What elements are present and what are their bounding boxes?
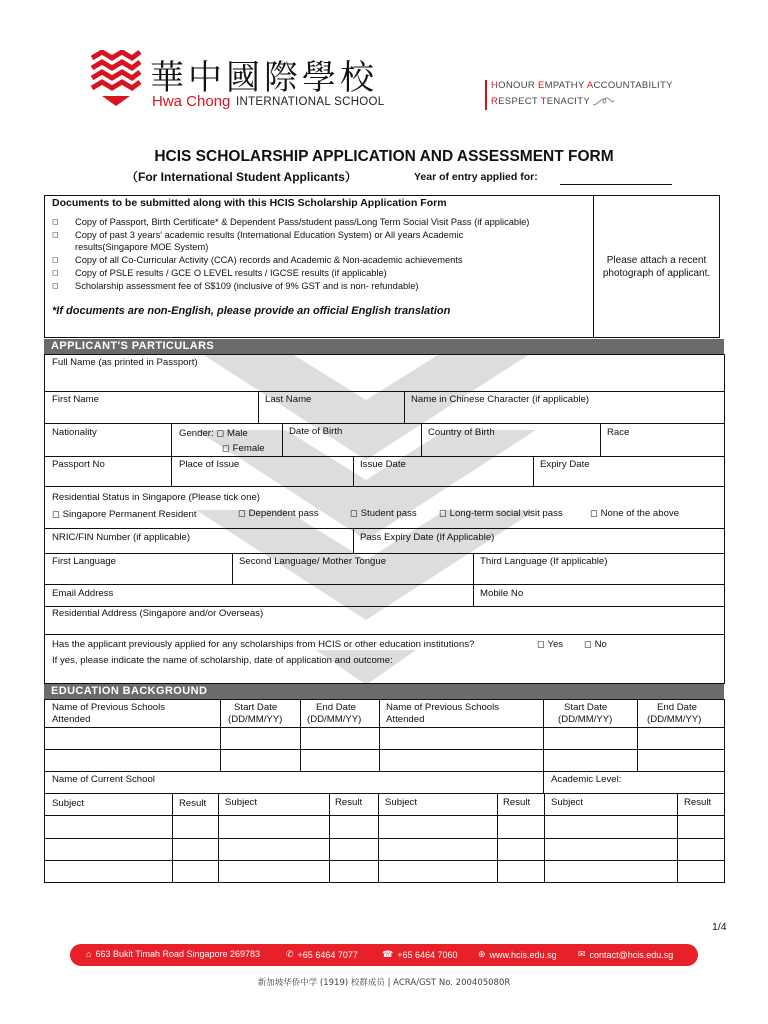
col-divider [232,553,233,584]
row-divider [44,456,725,457]
subject-header: Subject [52,798,84,809]
col-divider [220,699,221,771]
third-language-field[interactable]: Third Language (If applicable) [480,556,608,567]
row-divider [44,486,725,487]
checkbox-icon[interactable]: ◻ [52,217,59,226]
school-logo-icon [88,50,144,108]
academic-level-field[interactable]: Academic Level: [551,774,622,785]
col-divider [637,699,638,771]
row-divider [44,749,725,750]
email-field[interactable]: Email Address [52,588,114,599]
col-divider [421,423,422,456]
full-name-field[interactable]: Full Name (as printed in Passport) [52,357,198,368]
row-divider [44,815,725,816]
gender-female-checkbox[interactable]: ◻ Female [222,443,265,454]
col-divider [473,553,474,584]
checkbox-icon[interactable]: ◻ [52,255,59,264]
subject-header: Subject [385,797,417,808]
heart-swoosh-icon [592,95,618,107]
start-date-format: (DD/MM/YY) [558,714,613,725]
education-section-header: EDUCATION BACKGROUND [44,684,724,699]
row-divider [44,634,725,635]
current-school-field[interactable]: Name of Current School [52,774,155,785]
col-divider [282,423,283,456]
logo-chinese-text: 華中國際學校 [150,58,378,98]
race-field[interactable]: Race [607,427,630,438]
logo-english-main: Hwa Chong [152,93,231,110]
row-divider [44,793,725,794]
col-divider [543,699,544,771]
country-of-birth-field[interactable]: Country of Birth [428,427,495,438]
footer-registration: 新加坡华侨中学 (1919) 校群成员 | ACRA/GST No. 200405080R [257,978,511,988]
subject-header: Subject [225,797,257,808]
values-divider [485,80,487,110]
place-of-issue-field[interactable]: Place of Issue [179,459,240,470]
end-date-header: End Date [316,702,357,713]
col-divider [172,793,173,883]
footer-contact-bar [70,944,698,966]
prev-school-header: Name of Previous Schools [386,702,500,713]
previous-no-checkbox[interactable]: ◻ No [584,639,607,650]
page-number: 1/4 [712,921,727,933]
row-divider [44,553,725,554]
first-language-field[interactable]: First Language [52,556,116,567]
nric-field[interactable]: NRIC/FIN Number (if applicable) [52,532,191,543]
translation-note: *If documents are non-English, please provide an official English translation [52,305,451,317]
checkbox-icon[interactable]: ◻ [52,281,59,290]
row-divider [44,860,725,861]
footer-phone[interactable]: +65 6464 7077 [297,949,358,960]
row-divider [44,391,725,392]
document-item: ◻ Copy of Passport, Birth Certificate* & Dependent Pass/student pass/Long Term Social Visit Pass (if applicable) [52,217,530,227]
document-item: ◻ Copy of all Co-Curricular Activity (CCA) records and Academic & Non-academic achievements [52,255,463,265]
phone-icon: ✆ [286,949,294,959]
document-item: ◻ Scholarship assessment fee of S$109 (inclusive of 9% GST and is non- refundable) [52,281,419,291]
checkbox-icon[interactable]: ◻ [52,230,59,239]
residential-address-field[interactable]: Residential Address (Singapore and/or Overseas) [52,608,264,619]
col-divider [544,793,545,883]
fax-icon: ☎ [382,949,394,959]
location-icon: ⌂ [86,949,92,959]
end-date-format: (DD/MM/YY) [307,714,362,725]
col-divider [533,456,534,486]
second-language-field[interactable]: Second Language/ Mother Tongue [239,556,387,567]
result-header: Result [503,797,531,808]
col-divider [677,793,678,883]
year-of-entry-label: Year of entry applied for: [414,171,538,183]
checkbox-icon[interactable]: ◻ [52,268,59,277]
documents-title: Documents to be submitted along with this HCIS Scholarship Application Form [52,197,447,209]
col-divider [600,423,601,456]
issue-date-field[interactable]: Issue Date [360,459,406,470]
status-ltvp-checkbox[interactable]: ◻ Long-term social visit pass [439,508,563,519]
row-divider [44,584,725,585]
result-header: Result [179,798,207,809]
document-item: ◻ Copy of PSLE results / GCE O LEVEL results / IGCSE results (if applicable) [52,268,387,278]
start-date-header: Start Date [564,702,608,713]
previous-application-question: Has the applicant previously applied for any scholarships from HCIS or other education institutions? [52,639,475,650]
expiry-date-field[interactable]: Expiry Date [540,459,590,470]
col-divider [497,793,498,883]
photo-instructions: Please attach a recent photograph of applicant. [602,254,711,279]
end-date-header: End Date [657,702,698,713]
mail-icon: ✉ [578,949,586,959]
previous-outcome-field[interactable]: If yes, please indicate the name of scholarship, date of application and outcome: [52,655,393,666]
row-divider [44,528,725,529]
col-divider [171,423,172,486]
row-divider [44,727,725,728]
school-values-line2: RESPECT TENACITY [491,96,590,107]
start-date-header: Start Date [234,702,278,713]
col-divider [258,391,259,423]
footer-email-link[interactable]: contact@hcis.edu.sg [589,949,674,960]
col-divider [353,528,354,553]
result-header: Result [335,797,363,808]
gender-male-checkbox[interactable]: Gender: ◻ Male [179,428,248,439]
nationality-field[interactable]: Nationality [52,427,97,438]
status-none-checkbox[interactable]: ◻ None of the above [590,508,680,519]
col-divider [543,771,544,793]
result-header: Result [684,797,712,808]
col-divider [378,793,379,883]
status-dependent-pass-checkbox[interactable]: ◻ Dependent pass [238,508,319,519]
col-divider [353,456,354,486]
photo-box[interactable] [593,195,720,338]
footer-address: 663 Bukit Timah Road Singapore 269783 [95,949,261,959]
first-name-field[interactable]: First Name [52,394,99,405]
row-divider [44,606,725,607]
previous-yes-checkbox[interactable]: ◻ Yes [537,639,564,650]
document-item: results(Singapore MOE System) [75,242,209,252]
form-title: HCIS SCHOLARSHIP APPLICATION AND ASSESSMENT FORM [154,148,614,165]
prev-school-header: Name of Previous Schools [52,702,166,713]
pass-expiry-field[interactable]: Pass Expiry Date (If Applicable) [360,532,495,543]
col-divider [379,699,380,771]
row-divider [44,838,725,839]
logo-english-sub: INTERNATIONAL SCHOOL [236,96,385,108]
prev-school-header-2: Attended [386,714,425,725]
globe-icon: ⊕ [478,949,486,959]
chinese-name-field[interactable]: Name in Chinese Character (if applicable) [411,394,590,405]
col-divider [404,391,405,423]
residential-status-label: Residential Status in Singapore (Please tick one) [52,492,260,503]
end-date-format: (DD/MM/YY) [647,714,702,725]
particulars-section-header: APPLICANT'S PARTICULARS [44,339,724,354]
footer-website-link[interactable]: www.hcis.edu.sg [489,949,557,960]
status-pr-checkbox[interactable]: ◻ Singapore Permanent Resident [52,509,197,520]
col-divider [300,699,301,771]
passport-no-field[interactable]: Passport No [52,459,105,470]
prev-school-header-2: Attended [52,714,91,725]
col-divider [473,584,474,606]
footer-fax: +65 6464 7060 [397,949,458,960]
year-of-entry-field[interactable] [560,184,672,185]
school-values-line1: HONOUR EMPATHY ACCOUNTABILITY [491,80,673,91]
row-divider [44,423,725,424]
status-student-pass-checkbox[interactable]: ◻ Student pass [350,508,417,519]
document-item: ◻ Copy of past 3 years' academic results (International Education System) or All years Academic [52,230,464,240]
row-divider [44,771,725,772]
mobile-field[interactable]: Mobile No [480,588,524,599]
date-of-birth-field[interactable]: Date of Birth [289,426,343,437]
subject-header: Subject [551,797,583,808]
form-subtitle: （For International Student Applicants） [126,170,357,184]
start-date-format: (DD/MM/YY) [228,714,283,725]
last-name-field[interactable]: Last Name [265,394,312,405]
col-divider [329,793,330,883]
col-divider [218,793,219,883]
